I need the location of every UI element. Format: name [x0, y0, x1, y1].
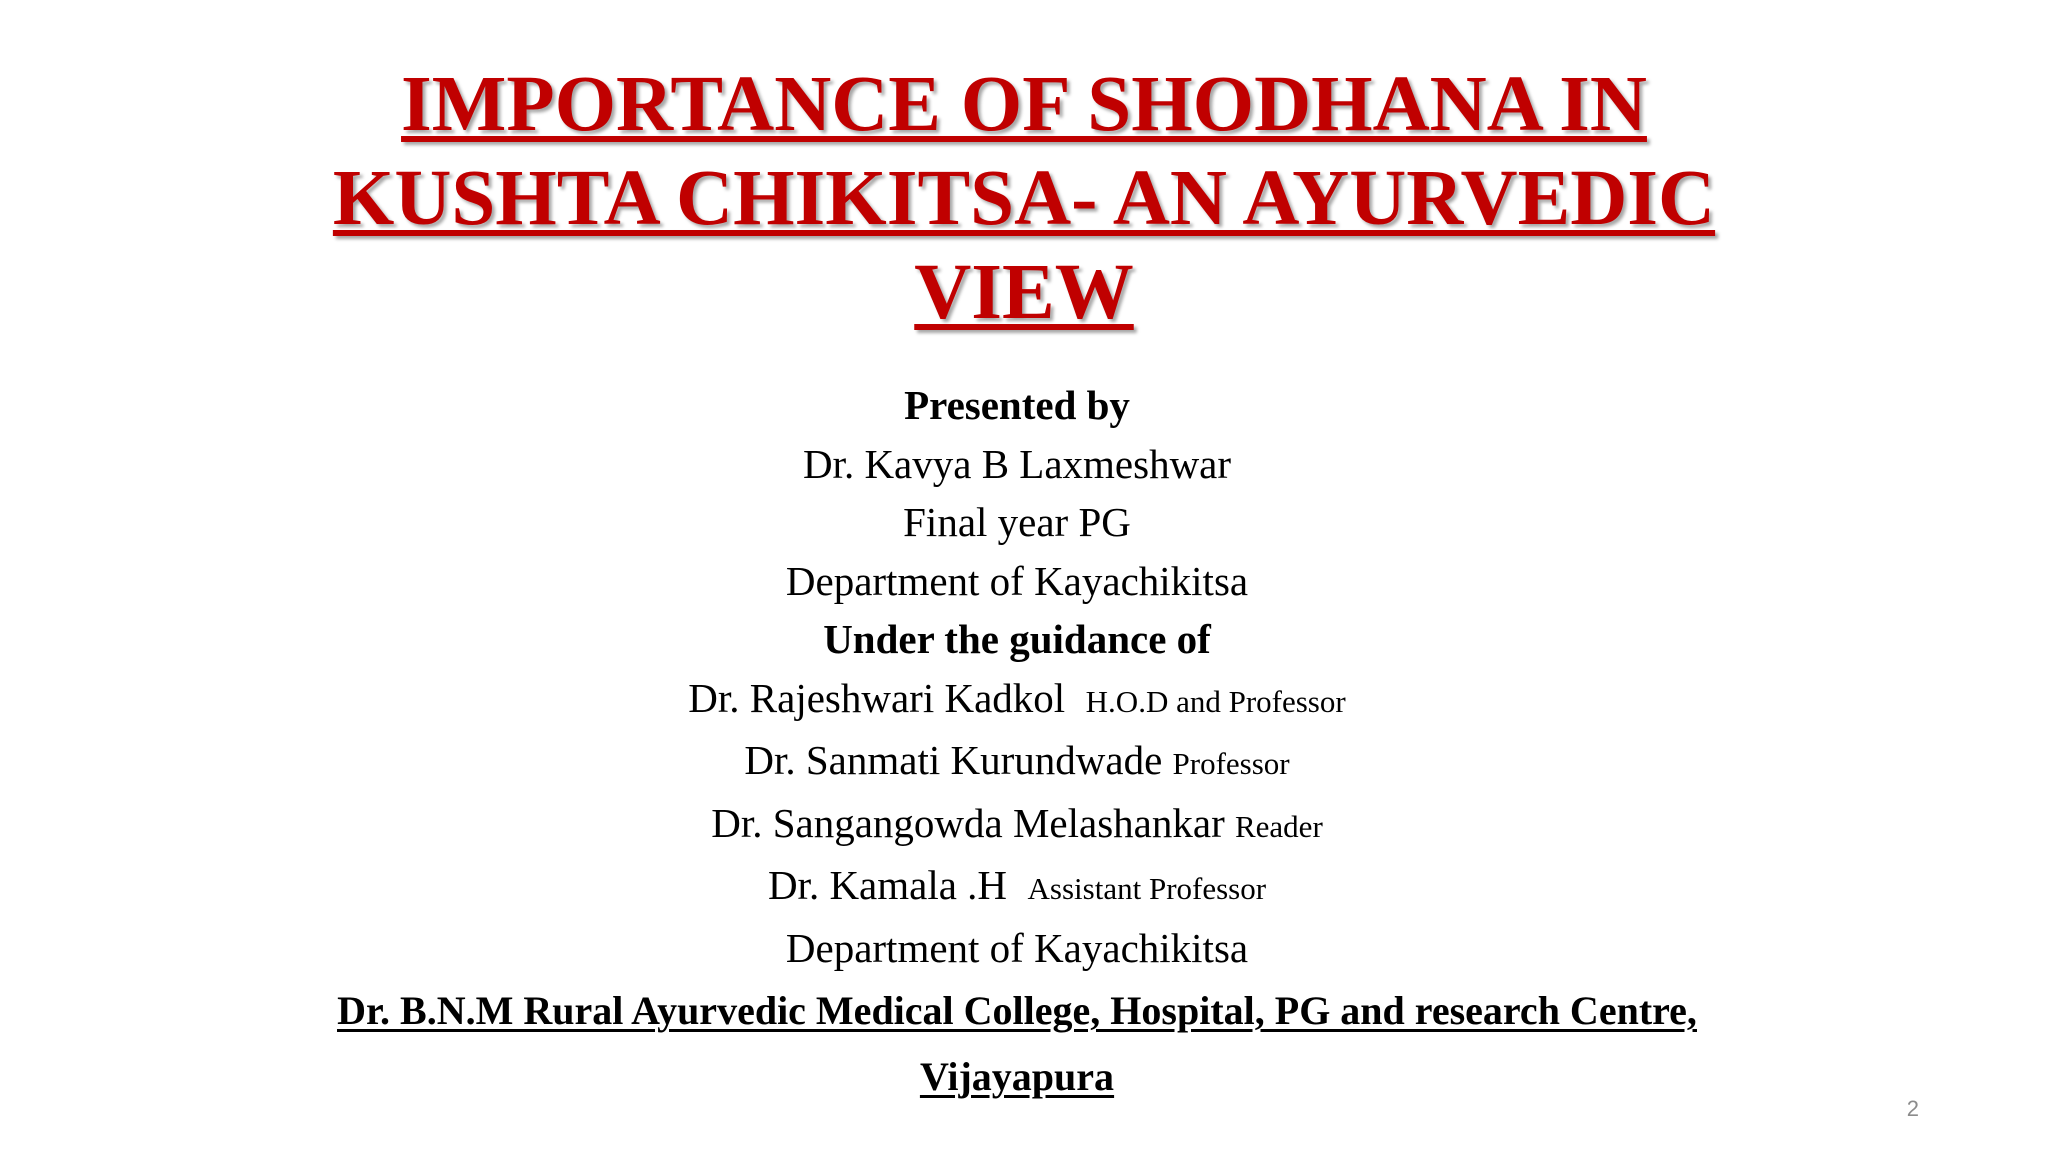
page-number: 2	[1906, 1096, 1919, 1121]
guide-name: Dr. Sangangowda Melashankar	[711, 799, 1225, 846]
guide-name: Dr. Kamala .H	[767, 862, 1008, 908]
guide-role: Reader	[1234, 808, 1323, 844]
title-line-3: VIEW	[914, 249, 1134, 336]
guide-row	[0, 731, 2034, 794]
presented-by-heading: Presented by	[904, 382, 1130, 428]
guides-department: Department of Kayachikitsa	[785, 924, 1249, 971]
presenter-department: Department of Kayachikitsa	[785, 557, 1249, 604]
guide-row	[0, 856, 2034, 919]
presenters-block	[0, 376, 2034, 977]
guide-name: Dr. Sanmati Kurundwade	[744, 737, 1163, 783]
presenter-name: Dr. Kavya B Laxmeshwar	[802, 440, 1232, 487]
guide-row	[0, 669, 2034, 732]
title-line-2: KUSHTA CHIKITSA- AN AYURVEDIC	[332, 155, 1716, 242]
guide-name: Dr. Rajeshwari Kadkol	[688, 674, 1066, 721]
title-line-1: IMPORTANCE OF SHODHANA IN	[401, 61, 1647, 148]
guide-role: Professor	[1172, 746, 1290, 781]
presenter-year: Final year PG	[903, 499, 1131, 545]
college-line-1: Dr. B.N.M Rural Ayurvedic Medical College, Hospital, PG and research Centre,	[337, 988, 1697, 1033]
college-block	[0, 978, 2034, 1110]
slide-title	[0, 58, 2048, 340]
guide-role: Assistant Professor	[1027, 871, 1267, 906]
college-line-2: Vijayapura	[919, 1054, 1115, 1099]
guidance-heading: Under the guidance of	[823, 616, 1211, 662]
guide-role: H.O.D and Professor	[1085, 683, 1346, 719]
guide-row	[0, 794, 2034, 857]
